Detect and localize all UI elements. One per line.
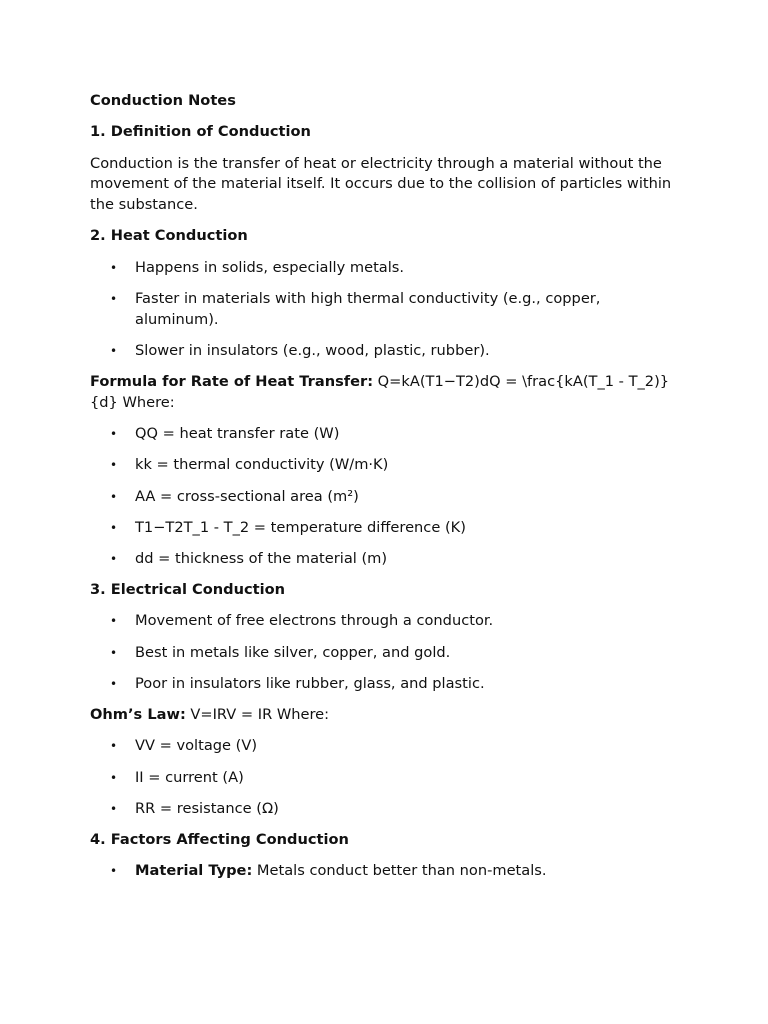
- list-item: • Slower in insulators (e.g., wood, plastic, rubber).: [90, 341, 678, 362]
- document-title: Conduction Notes: [90, 92, 236, 109]
- factor-label: Material Type:: [135, 862, 253, 880]
- list-item: • II = current (A): [90, 768, 678, 789]
- list-item: • Faster in materials with high thermal conductivity (e.g., copper, aluminum).: [90, 289, 678, 331]
- list-item: • RR = resistance (Ω): [90, 799, 678, 820]
- ohms-law-paragraph: [90, 705, 678, 726]
- list-item: • QQ = heat transfer rate (W): [90, 424, 678, 445]
- definition-paragraph: Conduction is the transfer of heat or electricity through a material without the movement of the material itself. It occurs due to the collision of particles within the substance.: [90, 154, 672, 214]
- section-heading-definition: 1. Definition of Conduction: [90, 123, 311, 141]
- list-item: • AA = cross-sectional area (m²): [90, 487, 678, 508]
- list-item: • T1−T2T_1 - T_2 = temperature difference (K): [90, 518, 678, 539]
- list-item: • kk = thermal conductivity (W/m·K): [90, 455, 678, 476]
- electrical-conduction-list: [90, 611, 678, 694]
- section-heading-factors: 4. Factors Affecting Conduction: [90, 830, 349, 848]
- ohms-law-text: V=IRV = IR Where:: [185, 706, 330, 724]
- heat-formula-variables-list: [90, 424, 678, 570]
- ohms-law-variables-list: [90, 736, 678, 819]
- list-item: • VV = voltage (V): [90, 736, 678, 757]
- list-item: • Movement of free electrons through a conductor.: [90, 611, 678, 632]
- factors-list: [90, 861, 678, 882]
- section-heading-electrical-conduction: 3. Electrical Conduction: [90, 581, 286, 599]
- list-item: • Best in metals like silver, copper, and gold.: [90, 643, 678, 664]
- section-heading-heat-conduction: 2. Heat Conduction: [90, 227, 248, 245]
- heat-formula-text: Q=kA(T1−T2)dQ = \frac{kA(T_1 - T_2)}{d} Where:: [90, 373, 670, 411]
- heat-formula-label: Formula for Rate of Heat Transfer:: [90, 373, 374, 391]
- ohms-law-label: Ohm’s Law:: [90, 706, 186, 724]
- heat-formula-paragraph: [90, 372, 678, 414]
- list-item: • Poor in insulators like rubber, glass, and plastic.: [90, 674, 678, 695]
- list-item: • Happens in solids, especially metals.: [90, 258, 678, 279]
- list-item: • dd = thickness of the material (m): [90, 549, 678, 570]
- list-item: [90, 861, 678, 882]
- heat-conduction-list: [90, 258, 678, 362]
- factor-text: Metals conduct better than non-metals.: [252, 862, 547, 880]
